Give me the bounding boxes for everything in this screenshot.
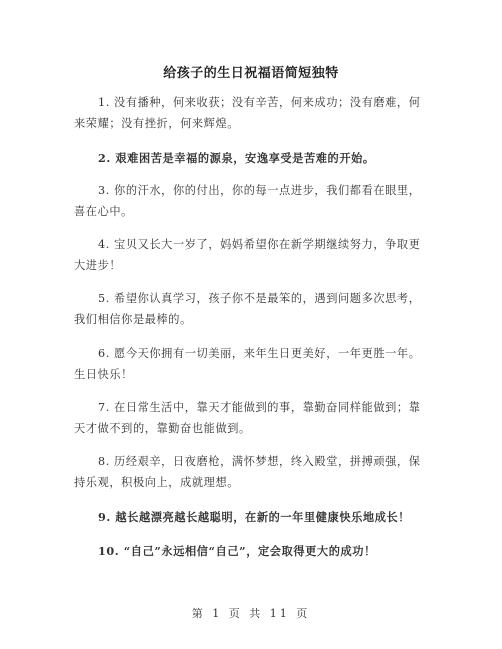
paragraph-10	[98, 541, 426, 562]
paragraph-text: 10. “自己”永远相信“自己”，定会取得更大的成功！	[98, 544, 376, 558]
paragraph-text: 7. 在日常生活中，靠天才能做到的事，靠勤奋同样能做到；靠天才做不到的，靠勤奋也能做到。	[74, 401, 421, 435]
page-footer: 第 1 页 共 11 页	[191, 607, 311, 620]
paragraph-1	[74, 92, 426, 134]
paragraph-text: 5. 希望你认真学习，孩子你不是最笨的，遇到问题多次思考，我们相信你是最棒的。	[74, 292, 421, 326]
paragraph-text: 2. 艰难困苦是幸福的源泉，安逸享受是苦难的开始。	[98, 151, 375, 165]
document-title: 给孩子的生日祝福语简短独特	[163, 66, 339, 81]
paragraph-5	[74, 288, 426, 330]
paragraph-text: 6. 愿今天你拥有一切美丽，来年生日更美好，一年更胜一年。生日快乐！	[74, 347, 421, 381]
paragraph-8	[74, 451, 426, 493]
paragraph-text: 1. 没有播种，何来收获；没有辛苦，何来成功；没有磨难，何来荣耀；没有挫折，何来辉煌。	[74, 96, 421, 130]
paragraph-7	[74, 397, 426, 439]
paragraph-9	[98, 507, 426, 528]
paragraph-text: 9. 越长越漂亮越长越聪明，在新的一年里健康快乐地成长！	[98, 510, 411, 524]
paragraph-3	[74, 180, 426, 222]
paragraph-text: 8. 历经艰辛，日夜磨枪，满怀梦想，终入殿堂，拼搏顽强，保持乐观，积极向上，成就理想。	[74, 455, 421, 489]
paragraph-text: 4. 宝贝又长大一岁了，妈妈希望你在新学期继续努力，争取更大进步！	[74, 238, 421, 272]
paragraph-text: 3. 你的汗水，你的付出，你的每一点进步，我们都看在眼里，喜在心中。	[74, 184, 421, 218]
paragraph-6	[74, 343, 426, 385]
paragraph-2	[98, 148, 426, 169]
paragraph-4	[74, 234, 426, 276]
